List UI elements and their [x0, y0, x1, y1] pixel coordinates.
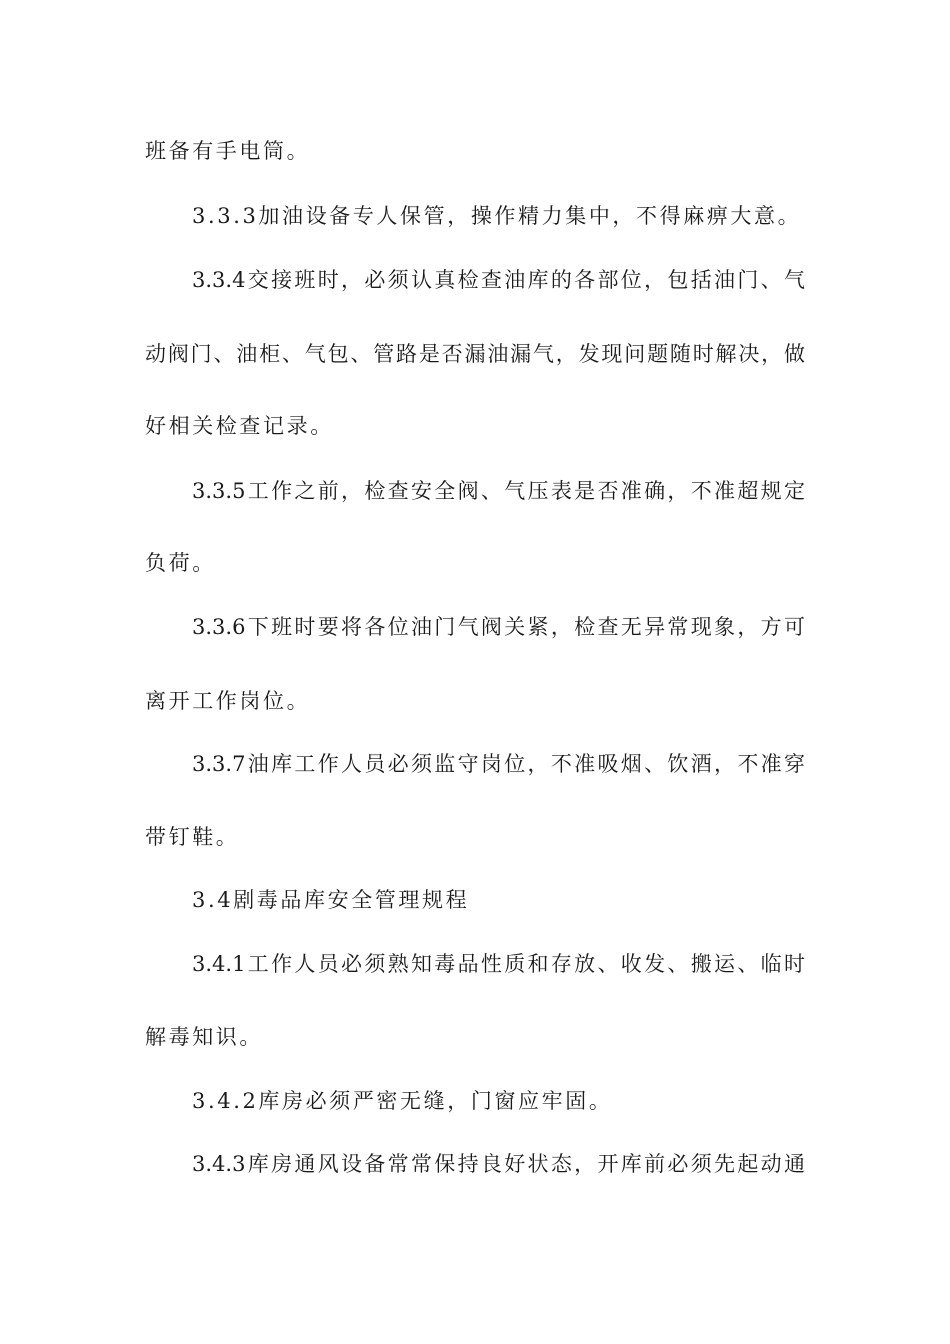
text-line-15: 3.4.2库房必须严密无缝，门窗应牢固。 [192, 1089, 613, 1113]
text-line-2: 3.3.3加油设备专人保管，操作精力集中，不得麻痹大意。 [192, 204, 802, 228]
text-line-1: 班备有手电筒。 [145, 139, 311, 163]
text-line-6: 3.3.5工作之前，检查安全阀、气压表是否准确，不准超规定 [192, 479, 805, 503]
text-line-7: 负荷。 [145, 551, 216, 575]
text-line-10: 3.3.7油库工作人员必须监守岗位，不准吸烟、饮酒，不准穿 [192, 752, 805, 776]
text-line-14: 解毒知识。 [145, 1025, 263, 1049]
text-line-5: 好相关检查记录。 [145, 414, 334, 438]
text-line-16: 3.4.3库房通风设备常常保持良好状态，开库前必须先起动通 [192, 1152, 805, 1176]
text-line-4: 动阀门、油柜、气包、管路是否漏油漏气，发现问题随时解决，做 [145, 342, 805, 366]
text-line-9: 离开工作岗位。 [145, 689, 311, 713]
section-heading: 3.4剧毒品库安全管理规程 [192, 888, 470, 912]
text-line-8: 3.3.6下班时要将各位油门气阀关紧，检查无异常现象，方可 [192, 615, 805, 639]
text-line-11: 带钉鞋。 [145, 825, 240, 849]
text-line-3: 3.3.4交接班时，必须认真检查油库的各部位，包括油门、气 [192, 268, 805, 292]
text-line-13: 3.4.1工作人员必须熟知毒品性质和存放、收发、搬运、临时 [192, 952, 805, 976]
